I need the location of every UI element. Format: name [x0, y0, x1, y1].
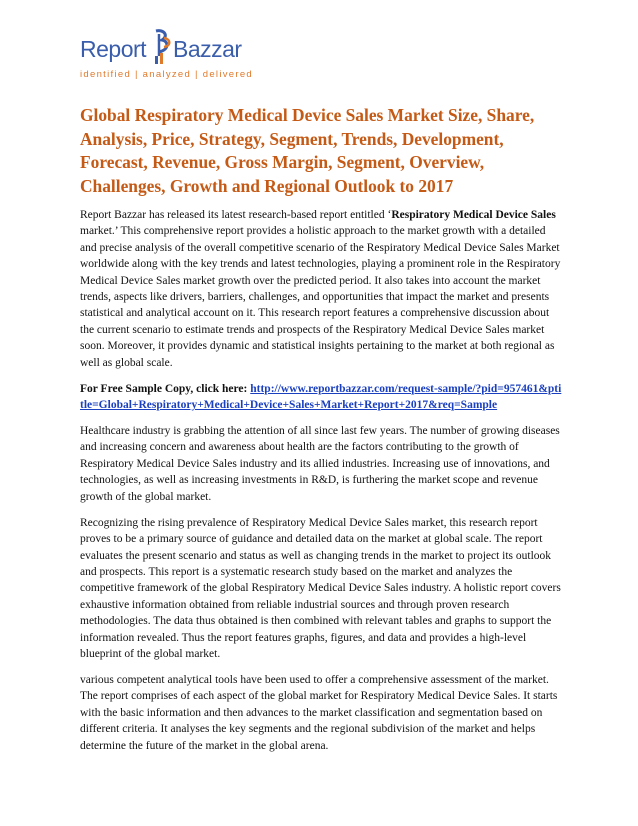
paragraph-analytical-tools: various competent analytical tools have been used to offer a comprehensive assessment of the market. The report comprises of each aspect of the global market for Respiratory Medical Device Sales. It starts with the basic information and then advances to the market classification and segmentation based on different criteria. It analyses the key segments and the regional subdivision of the market and helps determine the future of the market in the global arena. [80, 673, 558, 752]
intro-paragraph [80, 207, 564, 371]
article-body [80, 207, 564, 764]
intro-lead: Report Bazzar has released its latest research-based report entitled ‘ [80, 209, 392, 221]
intro-rest: market.’ This comprehensive report provides a holistic approach to the market growth with a detailed and precise analysis of the overall competitive scenario of the Respiratory Medical Device Sales Market worldwide along with the key trends and latest technologies, playing a prominent role in the Respiratory Medical Device Sales market growth over the predicted period. It also takes into account the market trends, aspects like drivers, barriers, challenges, and opportunities that impact the market and presents statistical and analytical account on it. This research report features a comprehensive discussion about the current scenario to estimate trends and prospects of the Respiratory Medical Device Sales market soon. Moreover, it provides dynamic and statistical insights pertaining to the market at both regional as well as global scale. [80, 225, 561, 369]
logo-word-bazzar: Bazzar [173, 36, 242, 62]
paragraph-healthcare: Healthcare industry is grabbing the attention of all since last few years. The number of growing diseases and increasing concern and awareness about health are the factors contributing to the growth of Respiratory Medical Device Sales industry and its allied industries. Increasing use of innovations, and technologies, as well as increasing investments in R&D, is furthering the market scope and revenue growth of the global market. [80, 425, 560, 503]
report-bazzar-logo [80, 34, 280, 84]
intro-report-name: Respiratory Medical Device Sales [391, 209, 556, 221]
sample-request-link[interactable]: http://www.reportbazzar.com/request-sample/?pid=957461&ptitle=Global+Respiratory+Medical+Device+Sales+Market+Report+2017&req=Sample [80, 382, 562, 412]
logo-mark-icon [147, 28, 175, 68]
paragraph-prevalence: Recognizing the rising prevalence of Respiratory Medical Device Sales market, this research report proves to be a primary source of guidance and detailed data on the market at global scale. The report evaluates the present scenario and status as well as changing trends in the market to project its outlook and prospects. This report is a systematic research study based on the market and analyzes the competitive framework of the global Respiratory Medical Device Sales industry. A holistic report covers exhaustive information obtained from reliable industrial sources and through proven research methodologies. The data thus obtained is then combined with relevant tables and graphs to support the information revealed. Thus the report features graphs, figures, and data and provides a high-level blueprint of the global market. [80, 516, 561, 660]
logo-word-report: Report [80, 36, 147, 62]
report-title: Global Respiratory Medical Device Sales Market Size, Share, Analysis, Price, Strategy, Segment, Trends, Development, Forecast, Revenue, Gross Margin, Segment, Overview, Challenges, Growth and Regional Outlook to 2017 [80, 105, 535, 196]
sample-label: For Free Sample Copy, click here: [80, 382, 251, 395]
sample-paragraph [80, 381, 564, 414]
logo-tagline: identified | analyzed | delivered [80, 69, 254, 80]
